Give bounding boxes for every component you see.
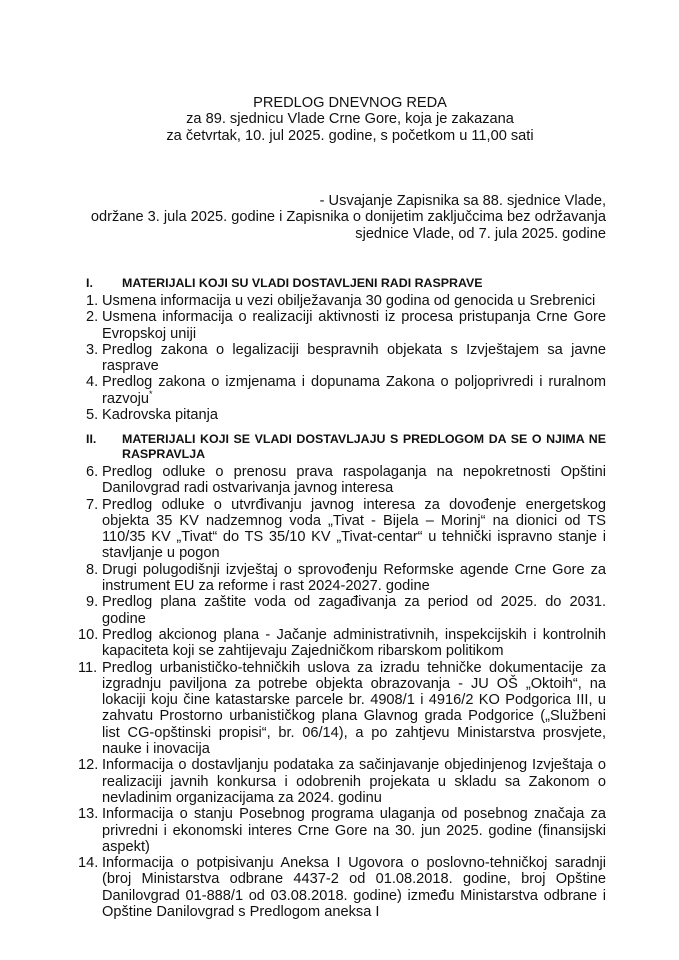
item-text: Informacija o dostavljanju podataka za sačinjavanje objedinjenog Izvještaja o realizaciji javnih konkursa i odobrenih projekata u skladu sa Zakonom o nevladinim organizacijama za 2024. godinu — [102, 757, 606, 806]
item-number: 12. — [78, 757, 99, 774]
item-text: Predlog zakona o izmjenama i dopunama Zakona o poljoprivredi i ruralnom razvoju — [102, 374, 606, 407]
section-discussion — [86, 276, 606, 423]
agenda-item — [86, 464, 606, 497]
section-title: MATERIJALI KOJI SE VLADI DOSTAVLJAJU S PREDLOGOM DA SE O NJIMA NE RASPRAVLJA — [122, 432, 606, 461]
section-title: MATERIJALI KOJI SU VLADI DOSTAVLJENI RADI RASPRAVE — [122, 276, 483, 290]
item-text: Predlog odluke o utvrđivanju javnog interesa za dovođenje energetskog objekta 35 KV nadzemnog voda „Tivat - Bijela – Morinj“ na dionici od TS 110/35 KV „Tivat“ do TS 35/10 KV „Tivat-centar“ u tehnički ispravno stanje i stavljanje u pogon — [102, 496, 606, 562]
item-text: Drugi polugodišnji izvještaj o sprovođenju Reformske agende Crne Gore za instrument EU za reforme i rast 2024-2027. godine — [102, 561, 606, 595]
item-mark: * — [149, 388, 153, 399]
agenda-item — [78, 757, 606, 806]
item-text: Informacija o stanju Posebnog programa ulaganja od posebnog značaja za privredni i ekonomski interes Crne Gore na 30. jun 2025. godine (finansijski aspekt) — [102, 806, 606, 855]
item-text: Predlog urbanističko-tehničkih uslova za izradu tehničke dokumentacije za izgradnju paviljona za potrebe objekta obrazovanja - JU OŠ „Oktoih“, na lokaciji koju čine katastarske parcele br. 4908/1 i 4916/2 KO Podgorica III, u zahvatu Prostorno urbanističkog plana Glavnog grada Podgorice („Službeni list CG-opštinski propisi“, br. 06/14), a po zahtjevu Ministarstva prosvjete, nauke i inovacija — [102, 659, 606, 758]
section-heading — [86, 276, 606, 291]
item-number: 9. — [86, 594, 99, 611]
item-number: 8. — [86, 561, 99, 578]
agenda-item — [86, 594, 606, 627]
agenda-item — [86, 407, 606, 423]
agenda-item — [86, 309, 606, 342]
agenda-item — [86, 293, 606, 309]
agenda-item — [78, 806, 606, 855]
item-text: Predlog odluke o prenosu prava raspolaganja na nepokretnosti Opštini Danilovgrad radi ostvarivanja javnog interesa — [102, 464, 606, 497]
item-text: Predlog plana zaštite voda od zagađivanja za period od 2025. do 2031. godine — [102, 594, 606, 627]
item-number: 14. — [78, 855, 99, 872]
intro-line: održane 3. jula 2025. godine i Zapisnika o donijetim zaključcima bez održavanja — [90, 209, 606, 226]
document-title: PREDLOG DNEVNOG REDA — [253, 95, 447, 111]
section-number: II. — [86, 432, 97, 446]
section-number: I. — [86, 276, 93, 290]
item-text: Predlog akcionog plana - Jačanje administrativnih, inspekcijskih i kontrolnih kapaciteta koji se zahtijevaju Zajedničkom ribarskom politikom — [102, 626, 606, 660]
item-number: 10. — [78, 626, 99, 643]
item-text: Kadrovska pitanja — [102, 407, 219, 424]
section-heading — [86, 432, 606, 462]
item-text: Usmena informacija u vezi obilježavanja 30 godina od genocida u Srebrenici — [102, 293, 596, 309]
agenda-item — [86, 497, 606, 562]
item-text: Usmena informacija o realizaciji aktivnosti iz procesa pristupanja Crne Gore Evropskoj uniji — [102, 309, 606, 342]
item-number: 11. — [78, 659, 98, 676]
minutes-adoption — [86, 193, 606, 242]
item-text: Predlog zakona o legalizaciji bespravnih objekata s Izvještajem sa javne rasprave — [102, 341, 606, 375]
item-text: Informacija o potpisivanju Aneksa I Ugovora o poslovno-tehničkoj saradnji (broj Ministarstva odbrane 4437-2 od 01.08.2018. godine, broj Opštine Danilovgrad 01-888/1 od 03.08.2018. godine) između Ministarstva odbrane i Opštine Danilovgrad s Predlogom aneksa I — [102, 855, 606, 921]
section-no-discussion — [78, 432, 606, 921]
item-number: 7. — [86, 496, 99, 513]
item-number: 2. — [86, 309, 99, 326]
session-date-line: za četvrtak, 10. jul 2025. godine, s početkom u 11,00 sati — [166, 127, 534, 144]
agenda-item — [86, 562, 606, 595]
intro-line: sjednice Vlade, od 7. jula 2025. godine — [355, 225, 606, 242]
agenda-item — [86, 374, 606, 407]
item-number: 5. — [86, 407, 99, 424]
item-number: 4. — [86, 374, 99, 391]
document-header — [80, 95, 620, 144]
item-number: 13. — [78, 806, 99, 823]
item-number: 6. — [86, 464, 99, 480]
agenda-item — [78, 855, 606, 921]
item-number: 1. — [86, 293, 99, 309]
agenda-item — [86, 342, 606, 375]
item-number: 3. — [86, 341, 99, 358]
agenda-item — [78, 659, 606, 758]
session-line: za 89. sjednicu Vlade Crne Gore, koja je zakazana — [186, 111, 514, 128]
intro-line: - Usvajanje Zapisnika sa 88. sjednice Vlade, — [319, 193, 606, 209]
agenda-item — [78, 626, 606, 660]
